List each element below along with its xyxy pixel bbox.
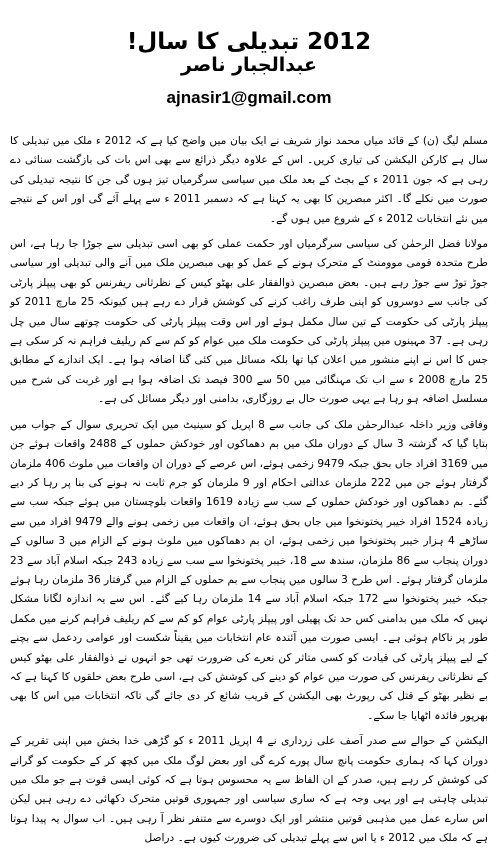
article-author: عبدالجبار ناصر — [181, 54, 317, 76]
article-body — [10, 132, 489, 845]
paragraph: الیکشن کے حوالے سے صدر آصف علی زرداری نے 4 اپریل 2011 ء کو گڑھی خدا بخش میں اپنی تقریر کے دوران کہا کہ ہماری حکومت پانچ سال پورے کرے گی اور بعض لوگ ملک میں کچھ کر کے حکومت کو گرانے کی کوشش کر رہے ہیں، صدر کے ان الفاظ سے یہ محسوس ہوتا ہے کہ کوئی ایسی قوت ہے جو ملک میں تبدیلی چاہتی ہے اور یہی وجہ ہے کہ ساری سیاسی اور جمہوری قوتیں متحرک دکھائی دے رہی ہیں لیکن اس سارے عمل میں مذہبی قوتیں منتشر اور ایک دوسرے سے متنفر نظر آ رہی ہیں۔ اب سوال یہ پیدا ہوتا ہے کہ ملک میں 2012 ء یا اس سے پہلے تبدیلی کی ضرورت کیوں ہے۔ دراصل — [10, 735, 488, 845]
article-title: 2012 تبدیلی کا سال! — [126, 29, 372, 56]
paragraph: وفاقی وزیر داخلہ عبدالرحمٰن ملک کی جانب سے 8 اپریل کو سینیٹ میں ایک تحریری سوال کے جواب میں بتایا گیا کہ گزشتہ 3 سال کے دوران ملک میں بم دھماکوں اور خودکش حملوں کے 2488 واقعات ہوئے جن میں 3169 افراد جاں بحق جبکہ 9479 زخمی ہوئے، اس عرصے کے دوران ان واقعات میں ملوث 406 ملزمان گرفتار ہوئے جن میں 222 ملزمان عدالتی احکام اور 9 ملزمان کو جرم ثابت نہ ہونے کی بنا پر رہا کر دیے گئے۔ بم دھماکوں اور خودکش حملوں کے سب سے زیادہ 1619 واقعات بلوچستان میں ہوئے جبکہ سب سے زیادہ 1524 افراد خیبر پختونخوا میں جاں بحق ہوئے، ان واقعات میں زخمی ہونے والے 9479 افراد میں سے ساڑھے 4 ہزار خیبر پختونخوا میں زخمی ہوئے، ان بم دھماکوں میں ملوث ہونے کے الزام میں 3 سالوں کے دوران پنجاب سے 86 ملزمان، سندھ سے 18، خیبر پختونخوا سے سب سے زیادہ 243 جبکہ اسلام آباد سے 23 ملزمان گرفتار ہوئے۔ اس طرح 3 سالوں میں پنجاب سے بم حملوں کے الزام میں گرفتار 36 ملزمان رہا ہوئے جبکہ خیبر پختونخوا سے 172 جبکہ اسلام آباد سے 14 ملزمان رہا کیے گئے۔ اس سے یہ اندازہ لگانا مشکل نہیں کہ ملک میں بدامنی کس حد تک پھیلی اور پیپلز پارٹی عوام کو کم سے کم ریلیف فراہم کرنے میں مکمل طور پر ناکام ہوئی ہے۔ ایسی صورت میں آئندہ عام انتخابات میں یقیناً شکست اور عوامی ردعمل سے بچنے کے لیے پیپلز پارٹی کی قیادت کو کسی متاثر کن نعرے کی ضرورت تھی جو انہوں نے ذوالفقار علی بھٹو کیس کے نظرثانی ریفرنس کی صورت میں عوام کو دینے کی کوشش کی ہے، اسی طرح بعض حلقوں کا کہنا ہے کہ بے نظیر بھٹو کے قتل کی رپورٹ بھی الیکشن کے قریب شائع کر دی جائے گی تاکہ انتخابات میں اس کا بھی بھرپور فائدہ اٹھایا جا سکے۔ — [10, 418, 488, 722]
paragraph: مسلم لیگ (ن) کے قائد میاں محمد نواز شریف نے ایک بیان میں واضح کیا ہے کہ 2012 ء ملک میں تبدیلی کا سال ہے کارکن الیکشن کی تیاری کریں۔ اس کے علاوہ دیگر ذرائع سے بھی اس بات کی بازگشت سنائی دے رہی ہے کہ جون 2011 ء کے بجٹ کے بعد ملک میں سیاسی سرگرمیاں تیز ہوں گی جن کا نتیجہ تبدیلی کی صورت میں نکلے گا۔ اکثر مبصرین کا بھی یہ کہنا ہے کہ دسمبر 2011 ء سے پہلے آئے گی اور اس کے نتیجے میں نئے انتخابات 2012 ء کے شروع میں ہوں گے۔ — [10, 135, 488, 225]
paragraph: مولانا فضل الرحمٰن کی سیاسی سرگرمیاں اور حکمت عملی کو بھی اسی تبدیلی سے جوڑا جا رہا ہے، اس طرح متحدہ قومی موومنٹ کے متحرک ہونے کے عمل کو بھی مبصرین ملک میں آنے والی تبدیلی اور سیاسی جوڑ توڑ سے جوڑ رہے ہیں۔ بعض مبصرین ذوالفقار علی بھٹو کیس کے نظرثانی ریفرنس کو بھی پیپلز پارٹی کی جانب سے دوسروں کو اپنی طرف راغب کرنے کی کوشش قرار دے رہے ہیں کیونکہ 25 مارچ 2011 کو پیپلز پارٹی کی حکومت کے تین سال مکمل ہوئے اور اس وقت پیپلز پارٹی کی حکومت چوتھے سال میں چل رہی ہے۔ 37 مہینوں میں پیپلز پارٹی کی حکومت ملک میں عوام کو کم سے کم ریلیف فراہم نہ کر سکی ہے جس کا اس نے اپنے منشور میں اعلان کیا تھا بلکہ مسائل میں کئی گنا اضافہ ہوا ہے۔ ایک اندازے کے مطابق 25 مارچ 2008 ء سے اب تک مہنگائی میں 50 سے 300 فیصد تک اضافہ ہوا ہے اور غربت کی شرح میں مسلسل اضافہ ہو رہا ہے یہی صورت حال بے روزگاری، بدامنی اور دیگر مسائل کی ہے۔ — [10, 238, 489, 406]
author-email: ajnasir1@gmail.com — [166, 88, 332, 107]
